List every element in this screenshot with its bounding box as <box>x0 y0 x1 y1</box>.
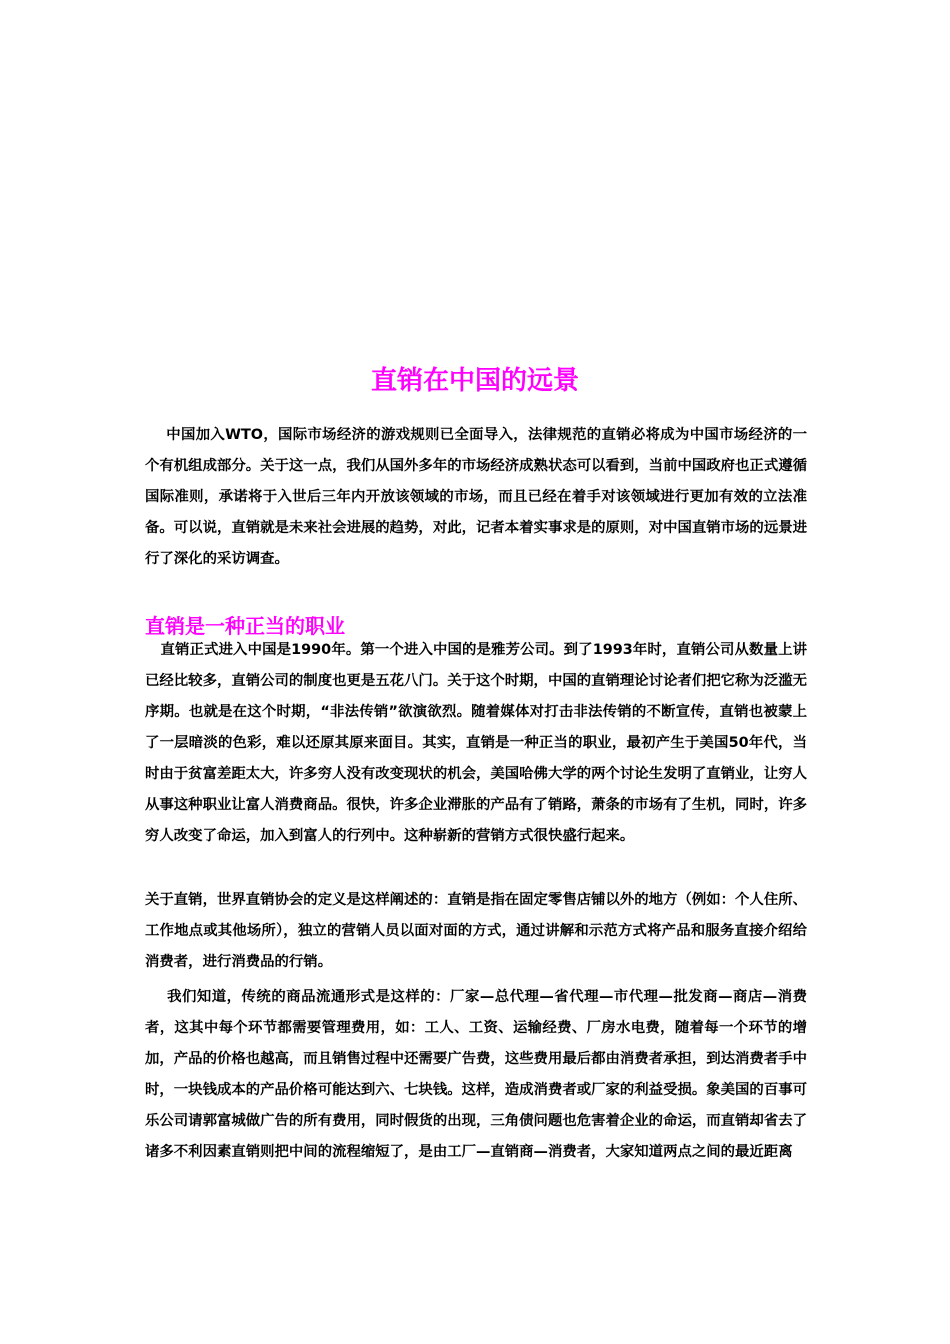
section-heading: 直销是一种正当的职业 <box>145 613 345 638</box>
body-paragraph: 我们知道，传统的商品流通形式是这样的：厂家—总代理—省代理—市代理—批发商—商店—消费者，这其中每个环节都需要管理费用，如：工人、工资、运输经费、厂房水电费，随着每一个环节的增加，产品的价格也越高，而且销售过程中还需要广告费，这些费用最后都由消费者承担，到达消费者手中时，一块钱成本的产品价格可能达到六、七块钱。这样，造成消费者或厂家的利益受损。象美国的百事可乐公司请郭富城做广告的所有费用，同时假货的出现，三角债问题也危害着企业的命运，而直销却省去了诸多不利因素直销则把中间的流程缩短了，是由工厂—直销商—消费者，大家知道两点之间的最近距离 <box>145 989 807 1160</box>
body-paragraph: 关于直销，世界直销协会的定义是这样阐述的：直销是指在固定零售店铺以外的地方（例如：个人住所、工作地点或其他场所），独立的营销人员以面对面的方式，通过讲解和示范方式将产品和服务直接介绍给消费者，进行消费品的行销。 <box>145 892 807 970</box>
intro-paragraph: 中国加入WTO，国际市场经济的游戏规则已全面导入，法律规范的直销必将成为中国市场经济的一个有机组成部分。关于这一点，我们从国外多年的市场经济成熟状态可以看到，当前中国政府也正式遵循国际准则，承诺将于入世后三年内开放该领域的市场，而且已经在着手对该领域进行更加有效的立法准备。可以说，直销就是未来社会进展的趋势，对此，记者本着实事求是的原则，对中国直销市场的远景进行了深化的采访调查。 <box>145 427 807 567</box>
body-paragraph: 直销正式进入中国是1990年。第一个进入中国的是雅芳公司。到了1993年时，直销公司从数量上讲已经比较多，直销公司的制度也更是五花八门。关于这个时期，中国的直销理论讨论者们把它称为泛滥无序期。也就是在这个时期，“非法传销”欲演欲烈。随着媒体对打击非法传销的不断宣传，直销也被蒙上了一层暗淡的色彩，难以还原其原来面目。其实，直销是一种正当的职业，最初产生于美国50年代，当时由于贫富差距太大，许多穷人没有改变现状的机会，美国哈佛大学的两个讨论生发明了直销业，让穷人从事这种职业让富人消费商品。很快，许多企业滞胀的产品有了销路，萧条的市场有了生机，同时，许多穷人改变了命运，加入到富人的行列中。这种崭新的营销方式很快盛行起来。 <box>145 642 808 844</box>
page-title: 直销在中国的远景 <box>370 366 579 397</box>
